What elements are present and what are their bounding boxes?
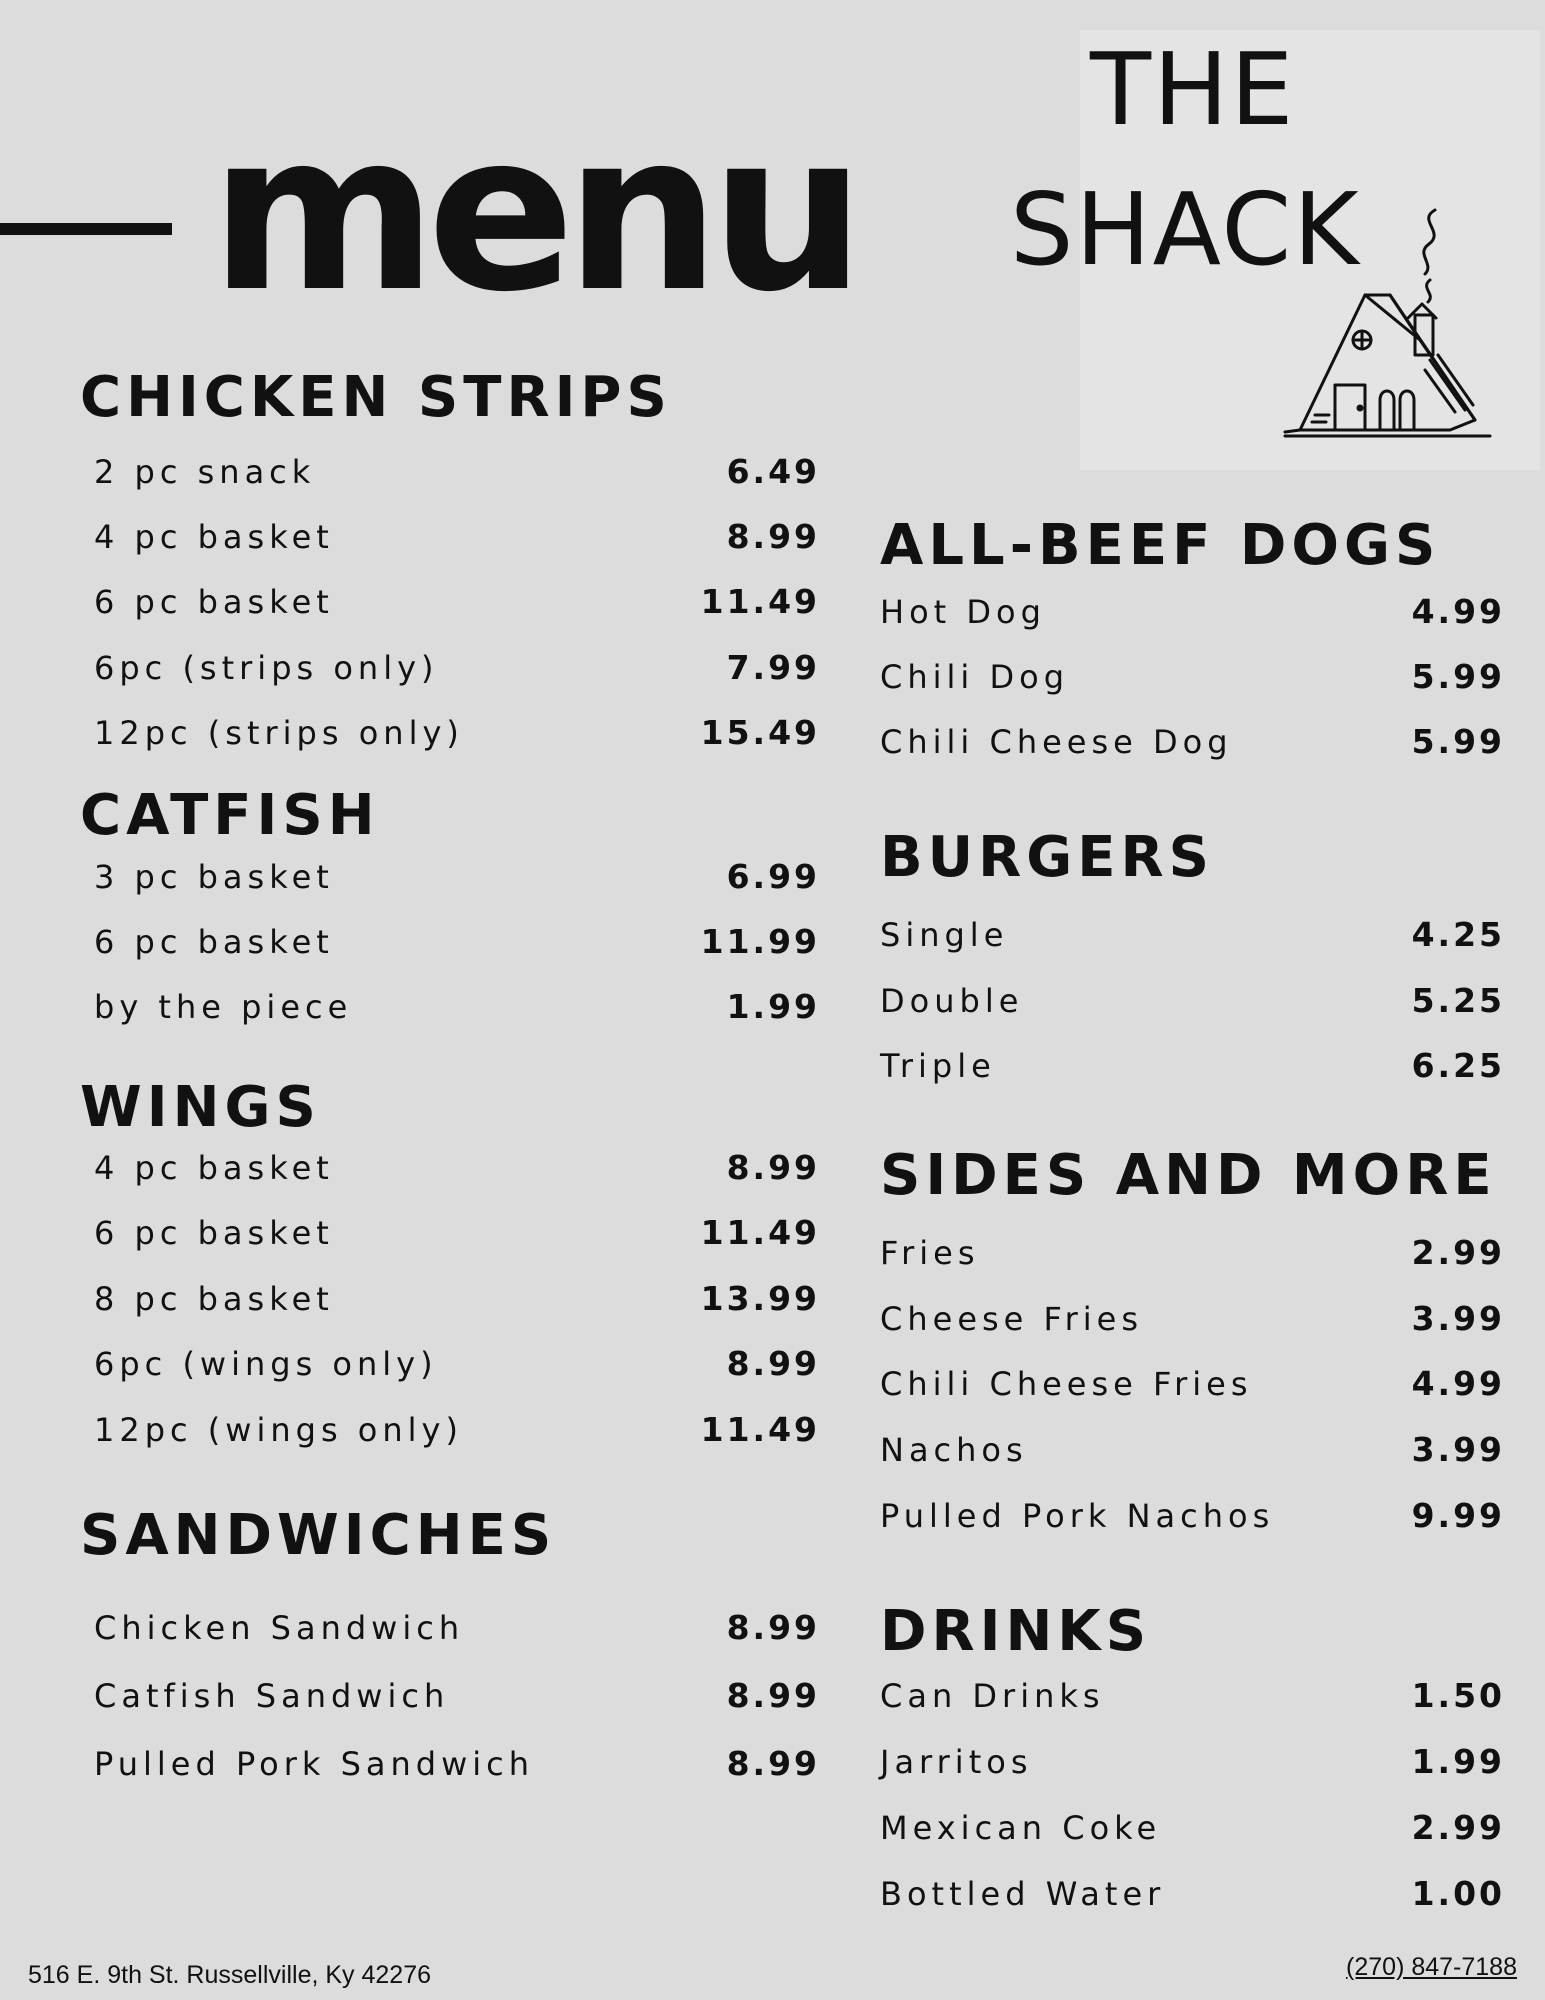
menu-item-price: 8.99: [726, 1676, 820, 1715]
menu-item-row: [80, 517, 820, 557]
menu-item-price: 2.99: [1411, 1233, 1505, 1272]
menu-item-price: 11.49: [700, 1213, 820, 1252]
menu-item-row: [80, 1148, 820, 1188]
menu-item-price: 6.99: [726, 857, 820, 896]
menu-item-name: Pulled Pork Nachos: [880, 1497, 1275, 1535]
menu-item-name: 6pc (wings only): [94, 1345, 438, 1383]
menu-item-price: 11.49: [700, 1410, 820, 1449]
menu-item-row: [80, 1213, 820, 1253]
menu-item-name: Nachos: [880, 1431, 1028, 1469]
menu-item-price: 11.49: [700, 582, 820, 621]
menu-item-row: [880, 722, 1505, 762]
menu-item-row: [80, 582, 820, 622]
section-heading-sides-and-more: SIDES AND MORE: [880, 1143, 1497, 1208]
menu-item-row: [80, 1744, 820, 1784]
menu-item-name: 12pc (strips only): [94, 714, 464, 752]
menu-item-row: [80, 1676, 820, 1716]
menu-item-price: 9.99: [1411, 1496, 1505, 1535]
menu-item-price: 1.00: [1411, 1874, 1505, 1913]
menu-item-name: 4 pc basket: [94, 518, 334, 556]
menu-item-name: 4 pc basket: [94, 1149, 334, 1187]
section-heading-sandwiches: SANDWICHES: [80, 1503, 557, 1568]
section-heading-chicken-strips: CHICKEN STRIPS: [80, 365, 672, 430]
brand-line-2: SHACK: [1010, 171, 1361, 288]
menu-item-row: [80, 452, 820, 492]
menu-item-price: 5.99: [1411, 722, 1505, 761]
menu-item-price: 1.99: [1411, 1742, 1505, 1781]
menu-item-row: [80, 1344, 820, 1384]
menu-item-row: [880, 657, 1505, 697]
menu-item-row: [880, 1299, 1505, 1339]
menu-item-price: 3.99: [1411, 1299, 1505, 1338]
menu-item-price: 15.49: [700, 713, 820, 752]
menu-item-name: Jarritos: [880, 1743, 1033, 1781]
menu-item-row: [80, 987, 820, 1027]
section-heading-burgers: BURGERS: [880, 825, 1214, 890]
menu-item-name: Hot Dog: [880, 593, 1046, 631]
menu-item-name: Mexican Coke: [880, 1809, 1162, 1847]
menu-item-price: 1.99: [726, 987, 820, 1026]
brand-line-1: THE: [1090, 31, 1296, 148]
menu-item-price: 11.99: [700, 922, 820, 961]
menu-item-row: [80, 1608, 820, 1648]
footer-address: 516 E. 9th St. Russellville, Ky 42276: [28, 1961, 432, 1989]
section-heading-catfish: CATFISH: [80, 783, 380, 848]
menu-item-row: [880, 1233, 1505, 1273]
menu-item-row: [880, 915, 1505, 955]
footer-phone-link[interactable]: (270) 847-7188: [1346, 1953, 1517, 1981]
menu-item-price: 8.99: [726, 1148, 820, 1187]
menu-item-name: Fries: [880, 1234, 980, 1272]
menu-item-row: [880, 1874, 1505, 1914]
menu-item-price: 3.99: [1411, 1430, 1505, 1469]
menu-item-name: Pulled Pork Sandwich: [94, 1745, 535, 1783]
menu-item-row: [880, 1808, 1505, 1848]
menu-item-price: 8.99: [726, 1344, 820, 1383]
menu-item-row: [880, 1430, 1505, 1470]
menu-item-price: 6.25: [1411, 1046, 1505, 1085]
menu-item-name: Double: [880, 982, 1024, 1020]
menu-item-row: [880, 981, 1505, 1021]
menu-item-row: [880, 1046, 1505, 1086]
menu-item-name: Single: [880, 916, 1009, 954]
menu-item-name: 6 pc basket: [94, 923, 334, 961]
menu-item-price: 13.99: [700, 1279, 820, 1318]
menu-title: menu: [210, 87, 856, 340]
section-heading-all-beef-dogs: ALL-BEEF DOGS: [880, 513, 1441, 578]
menu-item-name: 8 pc basket: [94, 1280, 334, 1318]
menu-item-row: [80, 857, 820, 897]
menu-item-price: 8.99: [726, 517, 820, 556]
menu-item-price: 7.99: [726, 648, 820, 687]
menu-item-price: 5.25: [1411, 981, 1505, 1020]
menu-item-row: [880, 1364, 1505, 1404]
menu-item-name: Chili Cheese Fries: [880, 1365, 1253, 1403]
menu-item-name: Catfish Sandwich: [94, 1677, 450, 1715]
menu-item-price: 4.99: [1411, 592, 1505, 631]
menu-item-name: 6 pc basket: [94, 583, 334, 621]
menu-item-name: Triple: [880, 1047, 996, 1085]
menu-item-row: [80, 1410, 820, 1450]
menu-item-price: 4.25: [1411, 915, 1505, 954]
menu-item-row: [80, 648, 820, 688]
menu-item-row: [80, 1279, 820, 1319]
menu-item-row: [80, 713, 820, 753]
menu-item-name: Cheese Fries: [880, 1300, 1144, 1338]
menu-item-price: 8.99: [726, 1608, 820, 1647]
section-heading-wings: WINGS: [80, 1075, 321, 1140]
menu-item-name: Bottled Water: [880, 1875, 1166, 1913]
menu-item-name: 2 pc snack: [94, 453, 316, 491]
menu-item-name: 3 pc basket: [94, 858, 334, 896]
menu-item-price: 8.99: [726, 1744, 820, 1783]
menu-item-row: [80, 922, 820, 962]
section-heading-drinks: DRINKS: [880, 1599, 1152, 1664]
menu-item-name: 6pc (strips only): [94, 649, 439, 687]
menu-item-price: 1.50: [1411, 1676, 1505, 1715]
menu-item-name: Chili Dog: [880, 658, 1069, 696]
menu-item-price: 2.99: [1411, 1808, 1505, 1847]
menu-item-name: Chicken Sandwich: [94, 1609, 465, 1647]
house-with-smoking-chimney-icon: [1280, 200, 1495, 460]
menu-item-row: [880, 592, 1505, 632]
menu-item-price: 5.99: [1411, 657, 1505, 696]
menu-item-name: 6 pc basket: [94, 1214, 334, 1252]
menu-item-name: Can Drinks: [880, 1677, 1105, 1715]
menu-item-row: [880, 1742, 1505, 1782]
menu-item-name: 12pc (wings only): [94, 1411, 463, 1449]
menu-item-name: Chili Cheese Dog: [880, 723, 1233, 761]
menu-item-row: [880, 1676, 1505, 1716]
menu-item-row: [880, 1496, 1505, 1536]
menu-item-price: 6.49: [726, 452, 820, 491]
title-rule: [0, 223, 172, 235]
menu-item-name: by the piece: [94, 988, 353, 1026]
menu-item-price: 4.99: [1411, 1364, 1505, 1403]
